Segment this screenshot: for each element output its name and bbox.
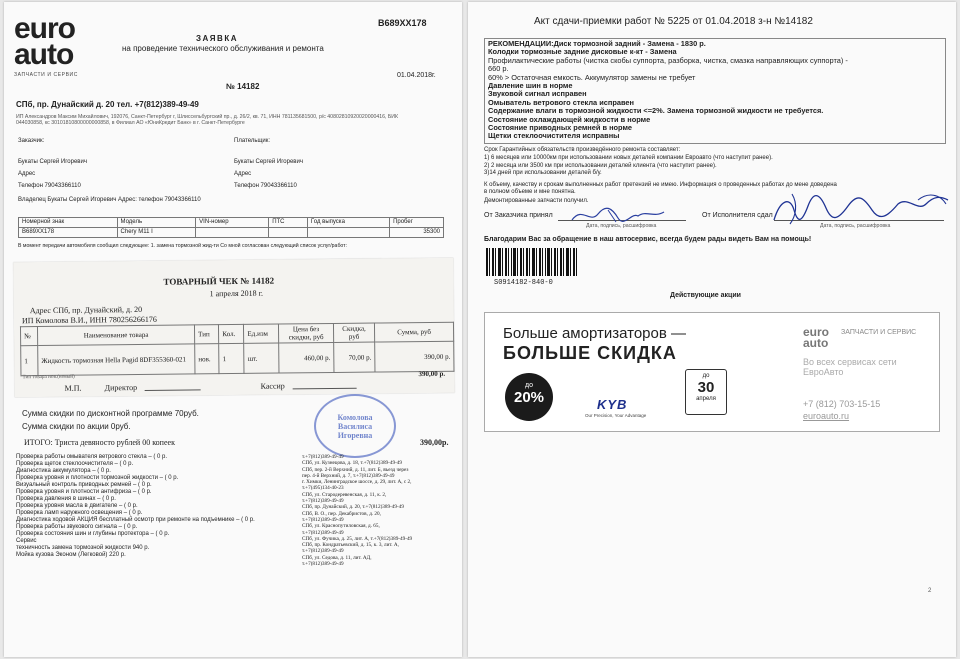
logo-word-auto: auto [14, 38, 74, 71]
rec-line: Состояние приводных ремней в норме [488, 123, 633, 132]
payer-name: Букаты Сергей Игоревич [234, 159, 303, 165]
kyb-tagline: Our Precision, Your Advantage [585, 413, 647, 418]
barcode-image [486, 248, 578, 276]
vehicle-table-header [19, 218, 444, 228]
vehicle-cell-plate: В689ХХ178 [19, 228, 118, 238]
branch-line: СПб, ул. Кузнецова, д. 18, т.+7(812)389-49-49 [302, 460, 402, 467]
kyb-logo: KYB [597, 397, 628, 412]
vehicle-table [18, 217, 444, 238]
warranty-line: 1) 6 месяцев или 10000км при использовании новых деталей компании Евроавто (что наступит ранее). [484, 154, 773, 161]
check-item: Проверка уровня и плотности антифриза – ( 0 р. [16, 489, 152, 495]
receipt-table [20, 322, 454, 377]
vehicle-cell-pts [269, 228, 308, 238]
promo-headline-2: БОЛЬШЕ СКИДКА [503, 343, 677, 363]
vehicle-cell-vin [196, 228, 269, 238]
vehicle-cell-year [307, 228, 389, 238]
warranty-line: Срок Гарантийных обязательств произведённого ремонта составляет: [484, 147, 681, 153]
claims-line-2: в полном объеме и мне понятна. [484, 189, 576, 195]
stamp-line: Игоревна [337, 430, 373, 440]
zayavka-title: ЗАЯВКА [196, 34, 238, 43]
vehicle-header-cell: Пробег [390, 218, 444, 228]
director-signature-line [145, 389, 201, 391]
rec-line: Давление шин в норме [488, 81, 573, 90]
receipt-mp: М.П. [64, 383, 82, 393]
check-item: Проверка уровня масла в двигателе – ( 0 р. [16, 503, 138, 509]
receipt-total: 390,00 р. [418, 369, 446, 379]
warranty-line: 2) 2 месяца или 3500 км при использовании деталей клиента (что наступит ранее). [484, 162, 717, 169]
receipt-cell-discount: 70,00 р. [334, 342, 375, 372]
check-item: Диагностика аккумулятора – ( 0 р. [16, 468, 111, 474]
handover-line: В момент передачи автомобиля сообщил следующее: 1. замена тормозной жид-ти Со мной согласован следующий список услуг/работ: [18, 243, 348, 249]
vehicle-header-cell: ПТС [269, 218, 308, 228]
warranty-block [484, 147, 773, 178]
branch-line: СПб, В. О., пер. Декабристов, д. 20, [302, 510, 381, 517]
receipt-cell-number: 1 [21, 346, 38, 376]
receipt-cell-sum: 390,00 р. [375, 341, 454, 372]
customer-handwritten-signature [568, 202, 668, 228]
rec-line: 660 р. [488, 64, 509, 74]
promo-phone: +7 (812) 703-15-15 [803, 399, 881, 409]
receipt-title: ТОВАРНЫЙ ЧЕК № 14182 [163, 275, 275, 287]
discount-badge [505, 373, 553, 421]
discount-badge-percent: 20% [513, 389, 545, 406]
promo-logo-tagline: ЗАПЧАСТИ И СЕРВИС [841, 329, 917, 336]
promo-label: Действующие акции [670, 292, 741, 299]
promo-side-text: Во всех сервисах сети ЕвроАвто [803, 357, 897, 377]
receipt-director: Директор [104, 383, 138, 393]
rec-line: Содержание влаги в тормозной жидкости <=2%. Замена тормозной жидкости не требуется. [488, 106, 824, 116]
discount-badge-prefix: до [525, 382, 533, 389]
branch-line: СПб, пр. Дунайский, д. 20, т.+7(812)389-49-49 [302, 504, 404, 511]
calendar-day: 30 [697, 379, 715, 396]
claims-line-1: К объему, качеству и срокам выполненных работ претензий не имею. Информация о проведенных работах до мене доведена [484, 182, 837, 188]
rec-line: Звуковой сигнал исправен [488, 89, 587, 99]
receipt-total-sum: 390,00р. [420, 438, 449, 447]
receipt-table-row [21, 341, 454, 376]
vehicle-header-cell: Модель [117, 218, 196, 228]
check-item: Проверка работы омывателя ветрового стекла – ( 0 р. [16, 454, 168, 460]
receipt-header-cell: Цена без скидки, руб [278, 323, 333, 343]
receipt-cell-type: нов. [195, 344, 220, 374]
promo-euroauto-logo [803, 327, 829, 349]
stamp-line: Василиса [337, 421, 373, 431]
euroauto-logo [14, 12, 109, 78]
rec-line: Колодки тормозные задние дисковые к-кт - Замена [488, 47, 677, 57]
discount-card-sum: Сумма скидки по дисконтной программе 70руб. [22, 409, 199, 418]
check-item: Мойка кузова Эконом (Легковой) 220 р. [16, 552, 126, 558]
branch-line: СПб, ул. Седова, д. 11, лит. АД, [302, 554, 372, 561]
stamp-line: Комолова [337, 412, 373, 422]
receipt-cell-qty: 1 [219, 343, 244, 373]
order-date: 01.04.2018г. [397, 72, 436, 79]
branch-line: СПб, пр. Кондратьевский, д. 15, к. 3, лит. А, [302, 542, 399, 549]
promo-headline-1: Больше амортизаторов — [503, 325, 686, 342]
payer-address-label: Адрес [234, 171, 252, 177]
calendar-prefix: до [702, 373, 710, 379]
branches-list [302, 454, 412, 567]
receipt-header-cell: Сумма, руб [374, 322, 453, 342]
receipt-total-words: ИТОГО: Триста девяносто рублей 00 копеек [24, 438, 175, 447]
branch-line: т.+7(812)389-49-49 [302, 561, 344, 568]
receipt-paper [13, 258, 454, 398]
check-item: Проверка уровня и плотности тормозной жидкости – ( 0 р. [16, 475, 179, 481]
promo-website: euroauto.ru [803, 411, 850, 421]
receipt-cashier: Кассир [260, 381, 285, 391]
vehicle-header-cell: VIN-номер [196, 218, 269, 228]
rec-line: РЕКОМЕНДАЦИИ:Диск тормозной задний - Замена - 1830 р. [488, 39, 706, 48]
calendar-icon [685, 369, 727, 415]
from-customer-label: От Заказчика принял [484, 212, 553, 219]
vehicle-header-cell: Номерной знак [19, 218, 118, 228]
receipt-cell-name: Жидкость тормозная Hella Pagid 8DF355360-021 [38, 344, 195, 376]
ip-requisites-2: 044030858, кс 30101810800000000858, в Филиал АО «ЮниКредит Банк» в г. Санкт-Петербурге [16, 120, 245, 126]
receipt-header-cell: Тип [194, 325, 218, 344]
logo-tagline: ЗАПЧАСТИ И СЕРВИС [14, 72, 78, 78]
branch-line: пер. 4-й Верхний, д. 7, т.+7(812)389-49-49 [302, 472, 395, 479]
receipt-header-cell: Ед.изм [244, 324, 279, 343]
check-item: Проверка ламп наружного освещения – ( 0 р. [16, 510, 143, 516]
receipt-header-cell: Скидка, руб [333, 323, 374, 342]
service-address: СПб, пр. Дунайский д. 20 тел. +7(812)389-49-49 [16, 100, 199, 109]
vehicle-table-row [19, 228, 444, 238]
thanks-line: Благодарим Вас за обращение в наш автосервис, всегда будем рады видеть Вам на помощь! [484, 236, 812, 243]
plate-number-top: В689ХХ178 [378, 18, 427, 28]
receipt-date: 1 апреля 2018 г. [209, 288, 264, 299]
promo-logo-word-auto: auto [803, 336, 829, 350]
receipt-cell-price: 460,00 р. [279, 342, 334, 373]
check-item: Проверка щеток стеклоочистителя – ( 0 р. [16, 461, 134, 467]
check-item: Проверка состояния шин и глубины протектора – ( 0 р. [16, 531, 170, 537]
executor-handwritten-signature [768, 190, 952, 228]
vehicle-cell-mileage: 35300 [390, 228, 444, 238]
rec-line: Омыватель ветрового стекла исправен [488, 97, 634, 107]
receipt-cell-unit: шт. [244, 343, 279, 373]
receipt-header-cell: № [20, 327, 37, 346]
receipt-footnote: Тип товара нов.(новый) [22, 373, 75, 381]
check-item: техничность замена тормозной жидкости 940 р. [16, 545, 150, 551]
promo-banner [484, 312, 940, 432]
branch-line: т.+7(495)134-40-23 [302, 485, 344, 492]
discount-promo-sum: Сумма скидки по акции 0руб. [22, 422, 131, 431]
vehicle-cell-model: Chery M11 I [117, 228, 196, 238]
act-title: Акт сдачи-приемки работ № 5225 от 01.04.2018 з-н №14182 [534, 16, 813, 27]
order-number: № 14182 [226, 82, 260, 91]
right-document-page [468, 2, 956, 657]
checks-list [16, 454, 255, 559]
rec-line: Щетки стеклоочистителя исправны [488, 131, 620, 141]
receipt-header-cell: Наименование товара [37, 325, 194, 346]
warranty-line: 3)14 дней при использовании деталей б/у. [484, 170, 602, 177]
payer-label: Плательщик: [234, 138, 271, 144]
branch-line: т.+7(812)389-49-49 [302, 498, 344, 505]
customer-signature-caption: Дата, подпись, расшифровка [586, 223, 657, 229]
customer-name: Букаты Сергей Игоревич [18, 159, 87, 165]
branch-line: т.+7(812)389-49-49 [302, 529, 344, 536]
rec-line: Профилактические работы (чистка скобы суппорта, разборка, чистка, смазка направляющих суппорта) - [488, 55, 848, 65]
branch-line: СПб, ул. Стародеревенская, д. 11, к. 2, [302, 491, 387, 498]
receipt-ip: ИП Комолова В.И., ИНН 780256266176 [21, 314, 157, 326]
receipt-header-cell: Кол. [219, 324, 244, 343]
vehicle-header-cell: Год выпуска [307, 218, 389, 228]
payer-phone: Телефон 79043366110 [234, 183, 297, 189]
check-item: Визуальный контроль приводных ремней – ( 0 р. [16, 482, 152, 488]
left-document-page [4, 2, 462, 657]
check-item: Проверка давления в шинах – ( 0 р. [16, 496, 116, 502]
barcode-number: S0914182-840-0 [494, 279, 553, 287]
seal-stamp [314, 394, 396, 458]
check-item: Диагностика ходовой АКЦИЯ бесплатный осмотр при ремонте на подъемнике – ( 0 р. [16, 517, 255, 523]
branch-line: т.+7(812)389-49-49 [302, 454, 344, 460]
branch-line: СПб, пер. 2-й Верхний, д. 11, лит. Б, въезд через [302, 466, 409, 473]
customer-phone: Телефон 79043366110 [18, 183, 81, 189]
branch-line: т.+7(812)389-49-49 [302, 548, 344, 555]
customer-label: Заказчик: [18, 138, 45, 144]
branch-line: т.+7(812)389-49-49 [302, 516, 344, 523]
logo-word-euro: euro [14, 12, 76, 45]
ip-requisites-1: ИП Александров Максим Михайлович, 192076, Санкт-Петербург г, Шлиссельбургский пр., д. 26/2, кв. 71, ИНН 781135681500, р/с 40802810920020000416, БИК [16, 114, 399, 120]
rec-line: Состояние охлаждающей жидкости в норме [488, 114, 651, 124]
page-number: 2 [928, 588, 932, 594]
parts-received-line: Демонтированные запчасти получил. [484, 198, 589, 204]
rec-line: 60% > Остаточная емкость. Аккумулятор замены не требует [488, 72, 696, 82]
branch-line: СПб, ул. Фучика, д. 25, лит. А, т.+7(812)389-49-49 [302, 535, 413, 542]
promo-logo-word-euro: euro [803, 325, 830, 339]
branch-line: г. Химки, Ленинградское шоссе, д. 29, лит. А, с 2, [302, 479, 412, 486]
check-item: Сервис [16, 538, 37, 544]
executor-signature-caption: Дата, подпись, расшифровка [820, 223, 891, 229]
receipt-address: Адрес СПб, пр. Дунайский, д. 20 [29, 304, 143, 316]
calendar-month: апреля [696, 396, 716, 402]
from-executor-label: От Исполнителя сдал [702, 212, 773, 219]
zayavka-subtitle: на проведение технического обслуживания и ремонта [122, 44, 324, 53]
cashier-signature-line [293, 388, 357, 390]
check-item: Проверка работы звукового сигнала – ( 0 р. [16, 524, 138, 530]
customer-address-label: Адрес [18, 171, 36, 177]
owner-line: Владелец Букаты Сергей Игоревич Адрес: телефон 79043366110 [18, 197, 201, 203]
branch-line: СПб, ул. Краснопутиловская, д. 65, [302, 523, 380, 530]
